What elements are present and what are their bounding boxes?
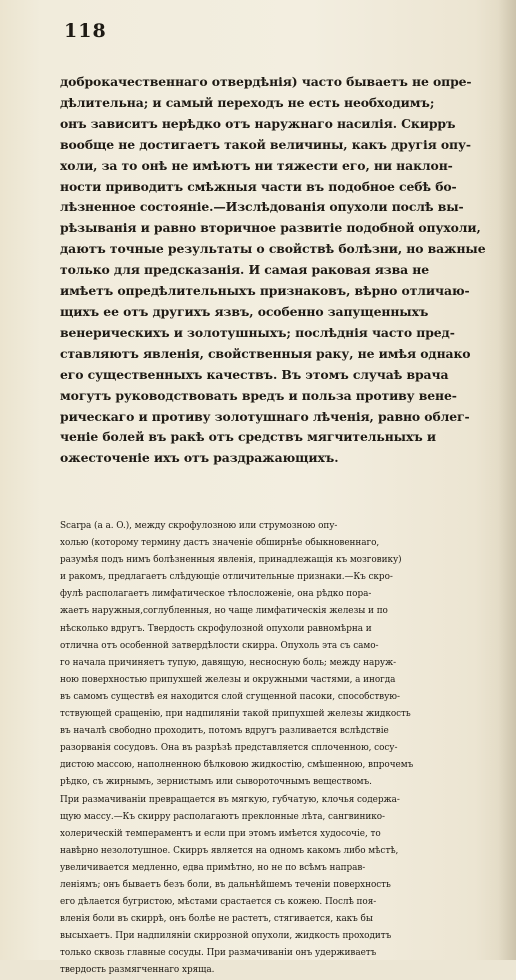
footnote-line: разумѣя подъ нимъ болѣзненныя явленія, принадлежащія къ мозговику) [60, 555, 402, 566]
body-text-line: щихъ ее отъ другихъ язвъ, особенно запущенныхъ [60, 303, 429, 319]
footnote-line: холерическій темпераментъ и если при этомъ имѣется худосочіе, то [60, 828, 381, 839]
body-text-line: вообще не достигаетъ такой величины, какъ другія опу- [60, 136, 471, 152]
footnote-line: дистою массою, наполненною бѣлковою жидкостію, смѣшенною, впрочемъ [60, 760, 414, 771]
page-number: 118 [64, 20, 107, 42]
footnote-line: только сквозь главные сосуды. При размачиваніи онъ удерживаетъ [60, 948, 377, 959]
footnote-line: его дѣлается бугристою, мѣстами срастается съ кожею. Послѣ поя- [60, 897, 377, 908]
footnote-line: фулѣ располагаетъ лимфатическое тѣлосложеніе, она рѣдко пора- [60, 589, 372, 600]
body-text-line: холи, за то онѣ не имѣютъ ни тяжести его, ни наклон- [60, 157, 453, 173]
footnote-line: навѣрно незолотушное. Скирръ является на одномъ какомъ либо мѣстѣ, [60, 845, 399, 856]
body-text-line: ности приводитъ смѣжныя части въ подобное себѣ бо- [60, 178, 457, 194]
footnote-line: го начала причиняетъ тупую, давящую, несносную боль; между наруж- [60, 657, 397, 668]
body-text-line: ожесточеніе ихъ отъ раздражающихъ. [60, 450, 339, 466]
footnote-line: тствующей сращенію, при надпиляніи такой припухшей железы жидкость [60, 709, 411, 720]
body-text-line: могутъ руководствовать вредъ и польза противу вене- [60, 387, 457, 403]
main-body-text [60, 72, 492, 469]
footnote-line: твердость размягченнаго хряща. [60, 965, 215, 976]
footnote-line: высыхаетъ. При надпиляніи скиррозной опухоли, жидкость проходитъ [60, 931, 392, 942]
page-gutter-shadow [498, 0, 516, 960]
footnote-line: въ самомъ существѣ ея находится слой сгущенной пасоки, способствую- [60, 691, 400, 702]
body-text-line: венерическихъ и золотушныхъ; послѣднія часто пред- [60, 324, 455, 340]
body-text-line: рѣзыванія и равно вторичное развитіе подобной опухоли, [60, 220, 481, 236]
body-text-line: лѣзненное состояніе.—Изслѣдованія опухоли послѣ вы- [60, 199, 464, 215]
footnote-line: щую массу.—Къ скирру располагаютъ преклонные лѣта, сангвинико- [60, 811, 385, 822]
body-text-line: только для предсказанія. И самая раковая язва не [60, 262, 429, 278]
footnote-line: разорванія сосудовъ. Она въ разрѣзѣ представляется сплоченною, сосу- [60, 743, 398, 754]
footnote-line: въ началѣ свободно проходитъ, потомъ вдругъ разливается вслѣдствіе [60, 726, 389, 737]
footnote-line: ною поверхностью припухшей железы и окружными частями, а иногда [60, 674, 396, 685]
body-text-line: доброкачественнаго отвердѣнія) часто бываетъ не опре- [60, 74, 472, 89]
body-text-line: имѣетъ опредѣлительныхъ признаковъ, вѣрно отличаю- [60, 283, 470, 299]
body-text-line: ченіе болей въ ракѣ отъ средствъ мягчительныхъ и [60, 429, 436, 445]
footnote-line: жаетъ наружныя,соглубленныя, но чаще лимфатическія железы и по [60, 606, 388, 617]
footnote-line: рѣдко, съ жирнымъ, зернистымъ или сывороточнымъ веществомъ. [60, 777, 372, 788]
footnote-line: леніямъ; онъ бываетъ безъ боли, въ дальнѣйшемъ теченіи поверхность [60, 879, 391, 890]
footnote-line: отлична отъ особенной затвердѣлости скирра. Опухоль эта съ само- [60, 640, 379, 651]
body-text-line: дѣлительна; и самый переходъ не есть необходимъ; [60, 94, 435, 110]
body-text-line: онъ зависитъ нерѣдко отъ наружнаго насилія. Скирръ [60, 115, 456, 131]
body-text-line: даютъ точные результаты о свойствѣ болѣзни, но важные [60, 241, 486, 257]
footnote-line: Scarpa (a a. O.), между скрофулозною или струмозною опу- [60, 521, 338, 531]
body-text-line: рическаго и противу золотушнаго лѣченія, равно облег- [60, 408, 470, 424]
footnote-line: При размачиваніи превращается въ мягкую, губчатую, клочья содержа- [60, 794, 400, 805]
body-text-line: его существенныхъ качествъ. Въ этомъ случаѣ врача [60, 366, 449, 382]
footnote-text [60, 518, 492, 980]
footnote-line: холью (которому термину дастъ значеніе обширнѣе обыкновеннаго, [60, 538, 380, 549]
footnote-line: вленія боли въ скиррѣ, онъ болѣе не растетъ, стягивается, какъ бы [60, 914, 373, 925]
footnote-line: и ракомъ, предлагаетъ слѣдующіе отличительные признаки.—Къ скро- [60, 572, 393, 583]
footnote-line: увеличивается медленно, едва примѣтно, но не по всѣмъ направ- [60, 862, 366, 873]
footnote-line: нѣсколько вдругъ. Твердость скрофулозной опухоли равномѣрна и [60, 623, 372, 634]
body-text-line: ставляютъ явленія, свойственныя раку, не имѣя однако [60, 345, 471, 361]
